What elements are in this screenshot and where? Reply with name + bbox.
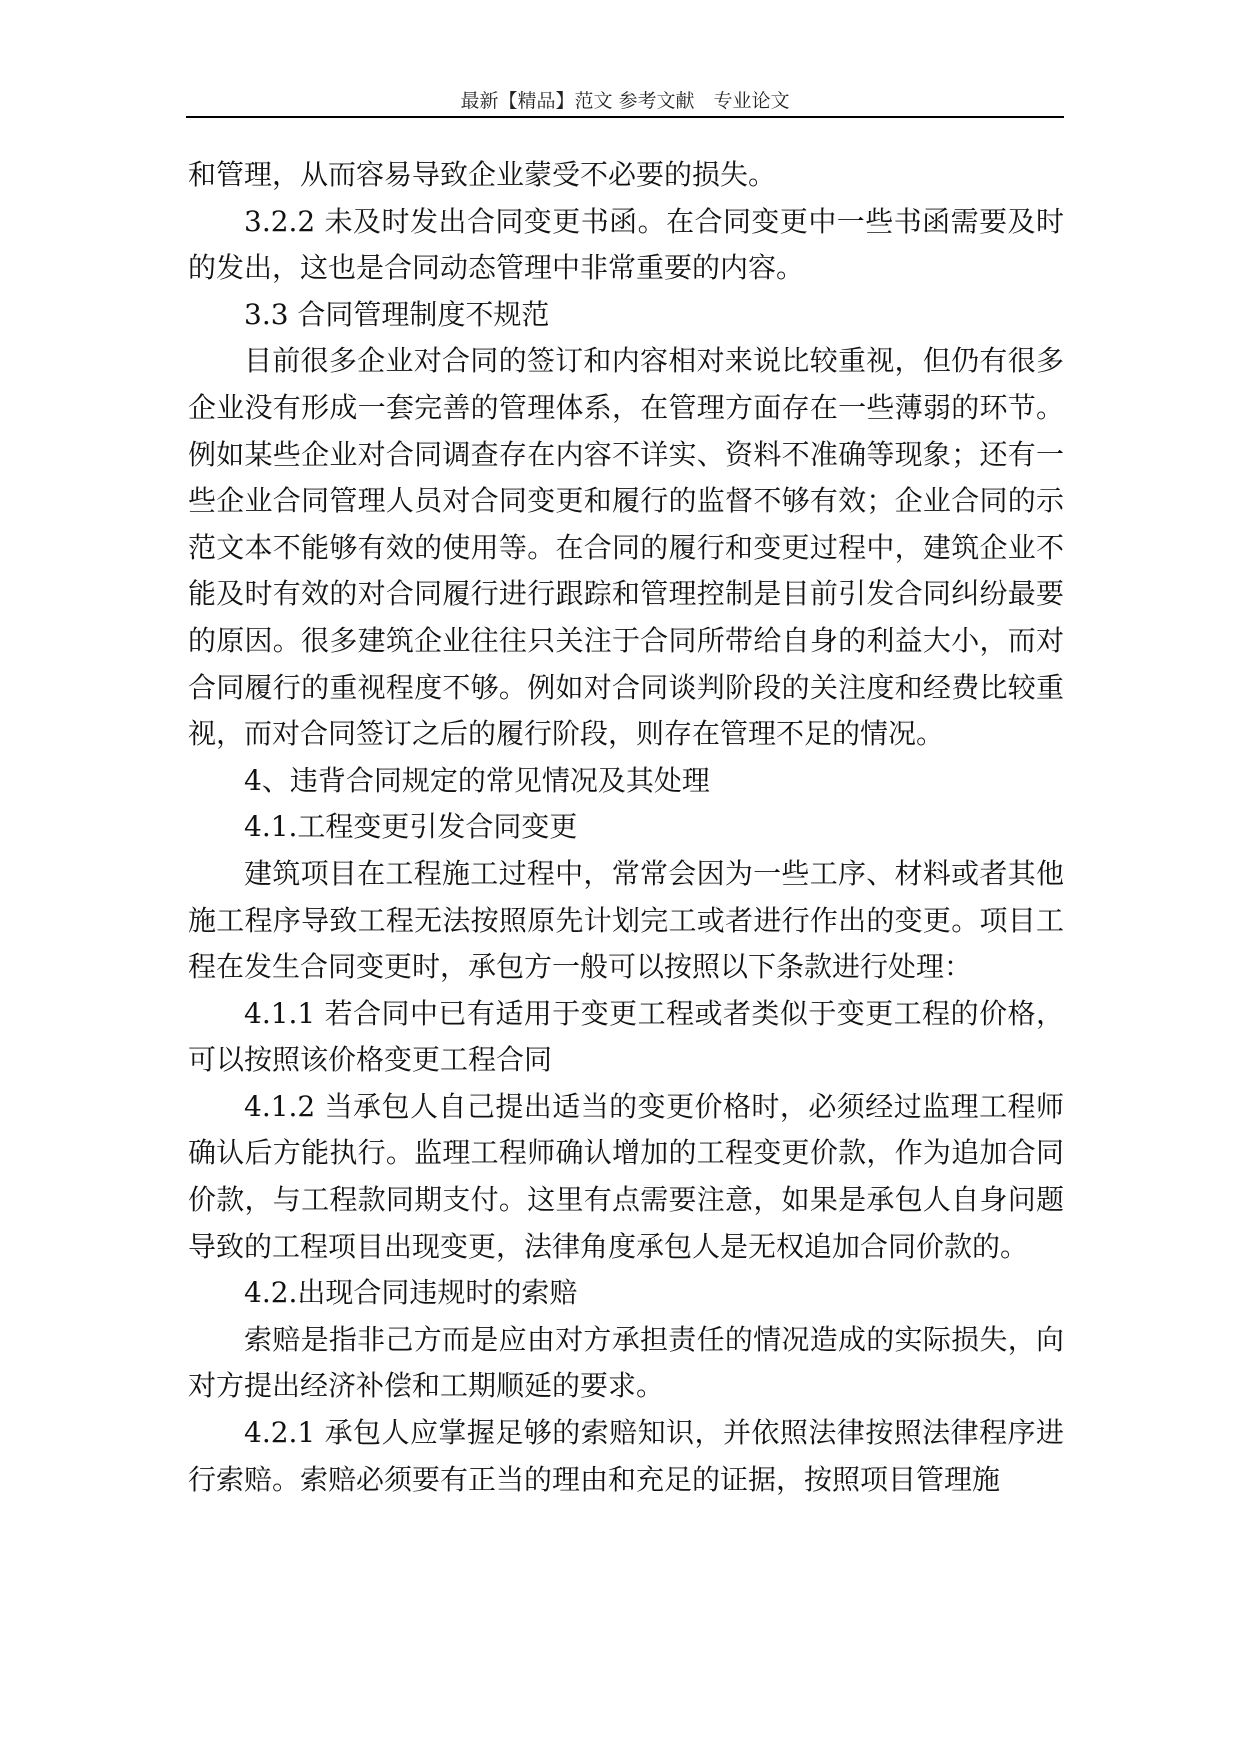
section-heading: 4.1.工程变更引发合同变更 (244, 810, 578, 844)
section-heading: 4.2.出现合同违规时的索赔 (244, 1276, 578, 1310)
paragraph: 和管理，从而容易导致企业蒙受不必要的损失。 (188, 158, 777, 191)
paragraph: 4.1.2 当承包人自己提出适当的变更价格时，必须经过监理工程师确认后方能执行。监理工程师确认增加的工程变更价款，作为追加合同价款，与工程款同期支付。这里有点需要注意，如果是承包人自身问题导致的工程项目出现变更，法律角度承包人是无权追加合同价款的。 (188, 1089, 1064, 1263)
paragraph: 3.2.2 未及时发出合同变更书函。在合同变更中一些书函需要及时的发出，这也是合同动态管理中非常重要的内容。 (188, 204, 1064, 285)
header-divider (186, 116, 1064, 118)
paragraph: 4.2.1 承包人应掌握足够的索赔知识，并依照法律按照法律程序进行索赔。索赔必须要有正当的理由和充足的证据，按照项目管理施 (188, 1416, 1064, 1496)
section-heading: 4、违背合同规定的常见情况及其处理 (244, 763, 710, 797)
document-body (188, 152, 1064, 1503)
page-header: 最新【精品】范文 参考文献 专业论文 (460, 90, 790, 112)
paragraph: 4.1.1 若合同中已有适用于变更工程或者类似于变更工程的价格，可以按照该价格变更工程合同 (188, 996, 1064, 1077)
section-heading: 3.3 合同管理制度不规范 (244, 297, 550, 331)
paragraph: 建筑项目在工程施工过程中，常常会因为一些工序、材料或者其他施工程序导致工程无法按照原先计划完工或者进行作出的变更。项目工程在发生合同变更时，承包方一般可以按照以下条款进行处理： (188, 856, 1064, 984)
paragraph: 目前很多企业对合同的签订和内容相对来说比较重视，但仍有很多企业没有形成一套完善的管理体系，在管理方面存在一些薄弱的环节。例如某些企业对合同调查存在内容不详实、资料不准确等现象；还有一些企业合同管理人员对合同变更和履行的监督不够有效；企业合同的示范文本不能够有效的使用等。在合同的履行和变更过程中，建筑企业不能及时有效的对合同履行进行跟踪和管理控制是目前引发合同纠纷最要的原因。很多建筑企业往往只关注于合同所带给自身的利益大小，而对合同履行的重视程度不够。例如对合同谈判阶段的关注度和经费比较重视，而对合同签订之后的履行阶段，则存在管理不足的情况。 (188, 344, 1064, 751)
paragraph: 索赔是指非己方而是应由对方承担责任的情况造成的实际损失，向对方提出经济补偿和工期顺延的要求。 (188, 1322, 1064, 1403)
